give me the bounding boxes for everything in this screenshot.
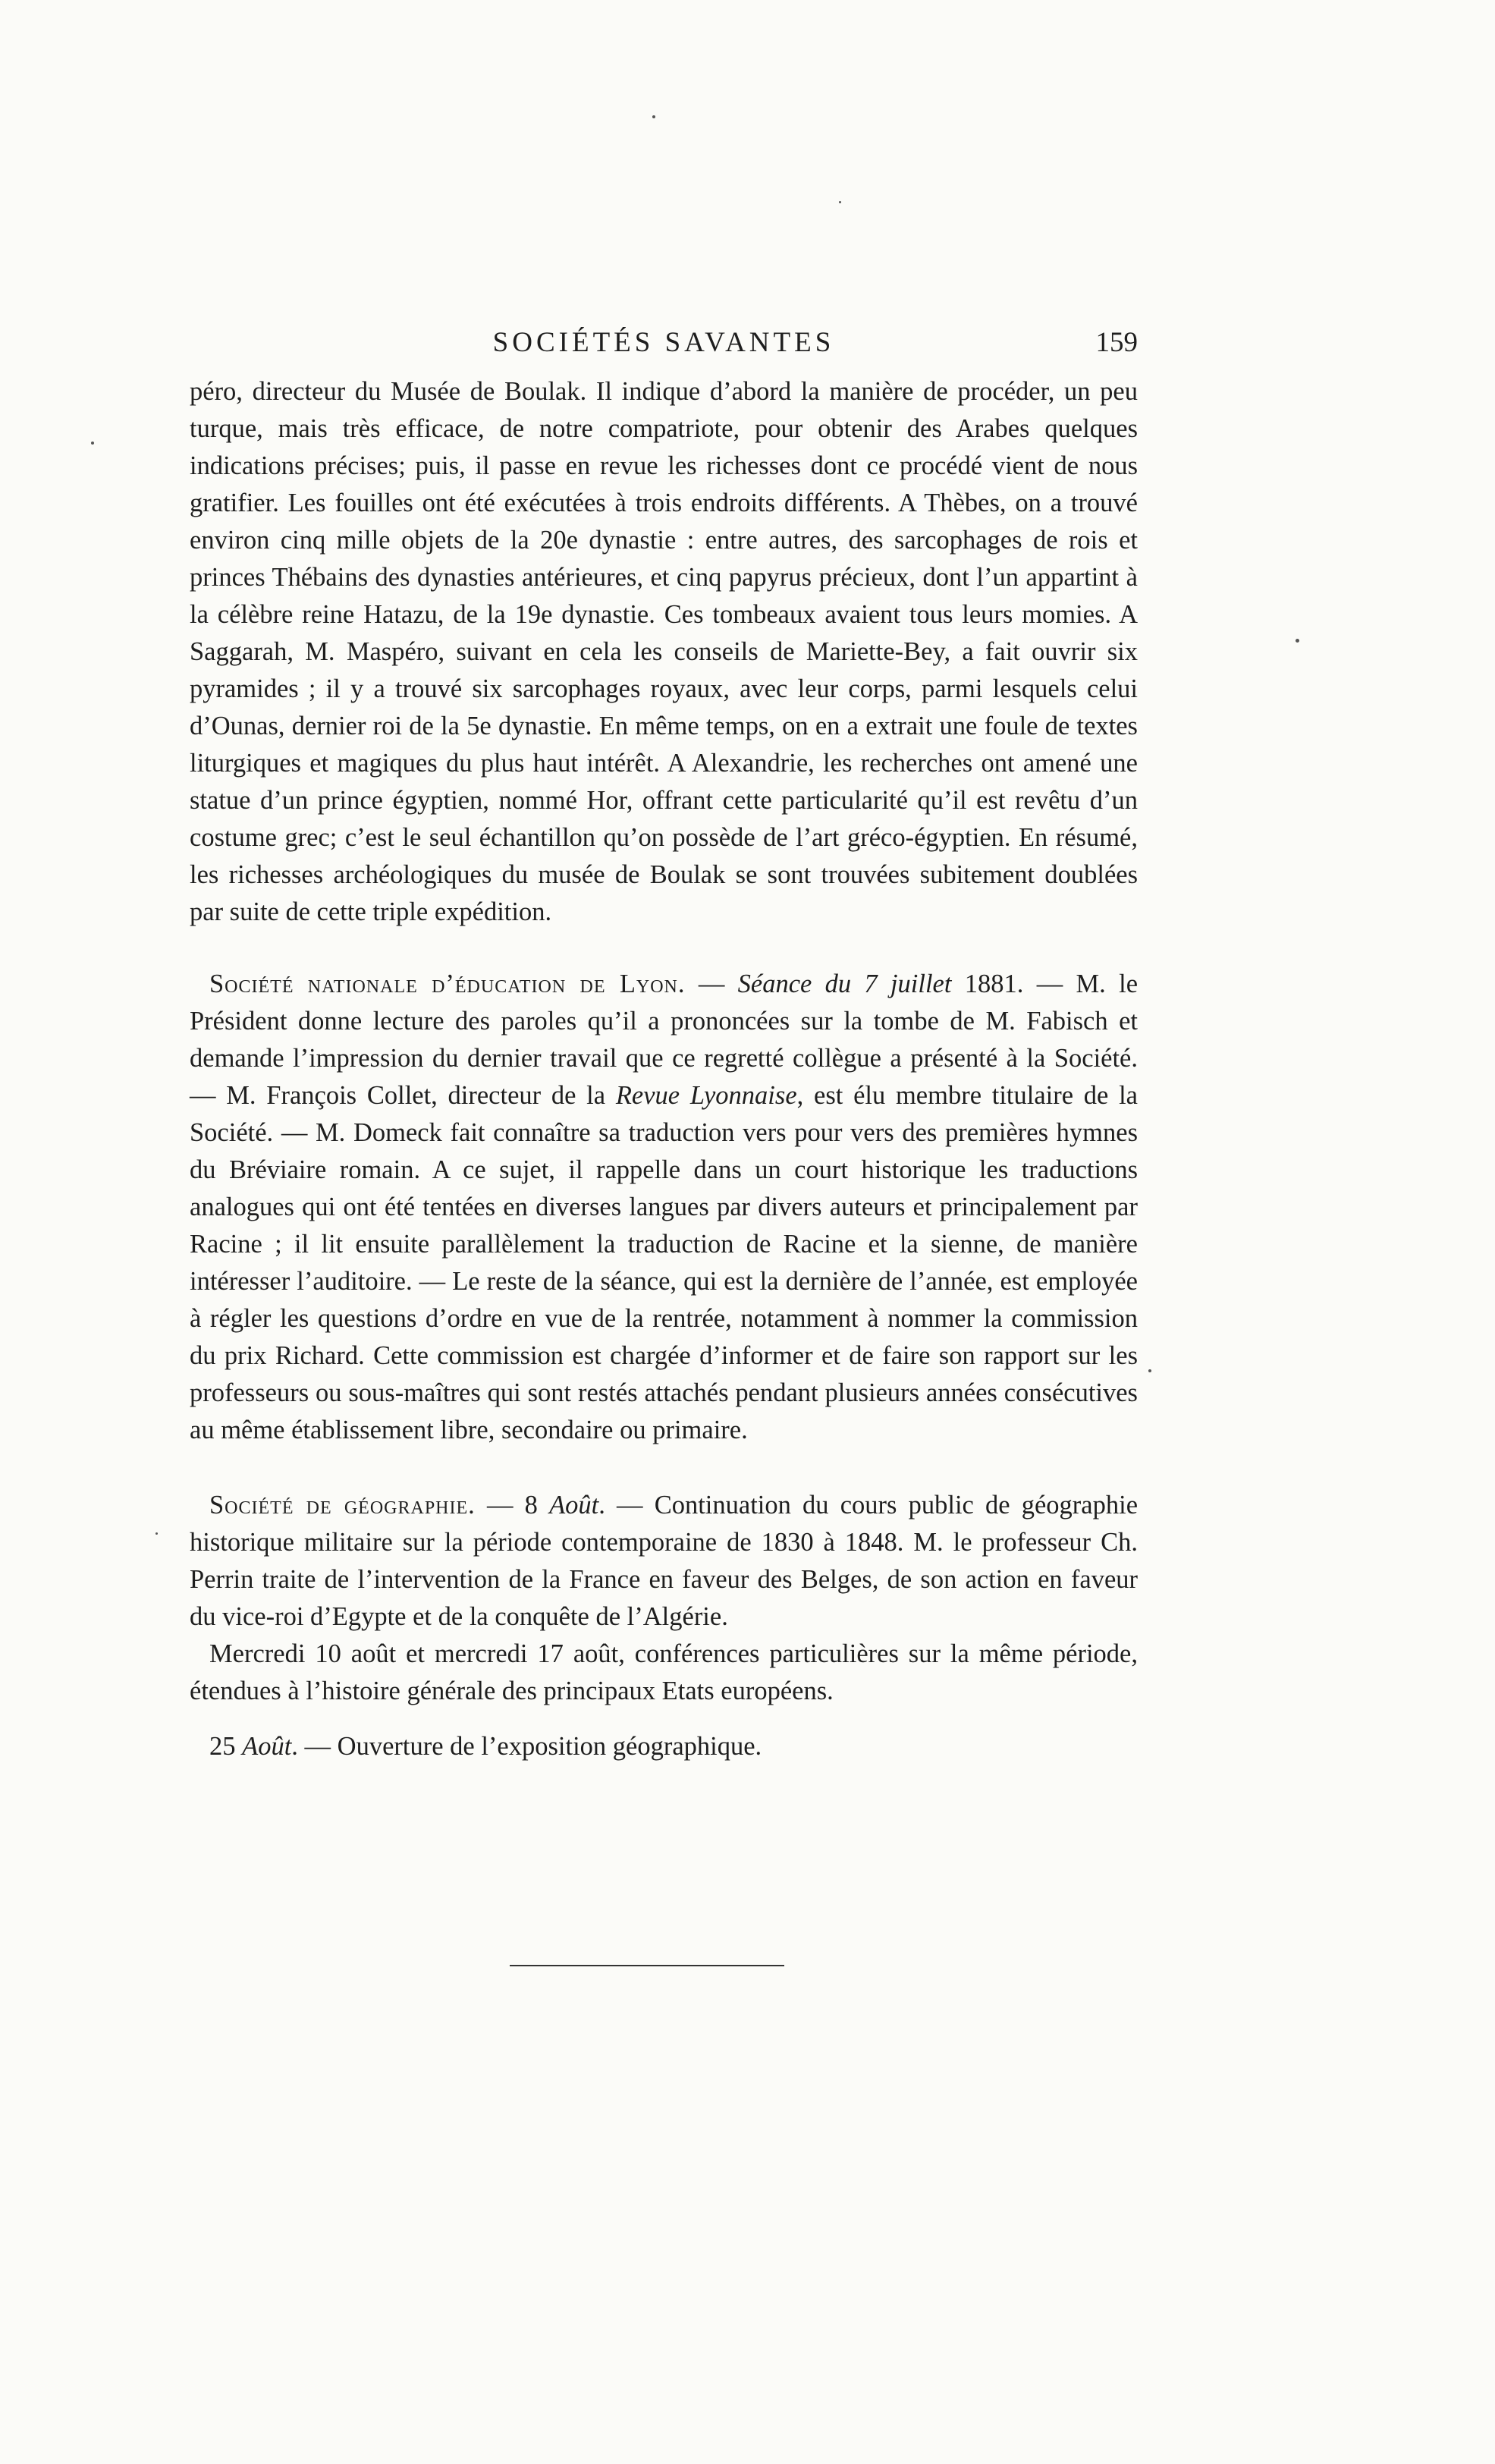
paper-speck: [155, 1532, 158, 1535]
separator: —: [685, 970, 738, 998]
paragraph-text: , est élu membre titulaire de la Société. — M. Domeck fait connaître sa traduction vers pour vers des premières hymnes du Bréviaire romain. A ce sujet, il rappelle dans un court historique les traductions analogues qui ont été tentées en diverses langues par divers auteurs et principalement par Racine ; il lit ensuite parallèlement la traduction de Racine et la sienne, de manière intéresser l’auditoire. — Le reste de la séance, qui est la dernière de l’année, est employée à régler les questions d’ordre en vue de la rentrée, notamment à nommer la commission du prix Richard. Cette commission est chargée d’informer et de faire son rapport sur les professeurs ou sous-maîtres qui sont restés attachés pendant plusieurs années consécutives au même établissement libre, secondaire ou primaire.: [190, 1081, 1138, 1444]
paper-speck: [91, 442, 94, 445]
paper-speck: [1148, 1369, 1151, 1372]
paragraph-text: M. le Président donne lecture des paroles qu’il a prononcées sur la tombe de M. Fabisch et demande l’impression du dernier travail que ce regretté collègue a présenté à la Société. — M. François Collet, directeur de la: [190, 970, 1139, 1110]
page-number: 159: [1095, 327, 1138, 358]
journal-title: Revue Lyonnaise: [615, 1081, 797, 1110]
paragraph-exposition: [190, 1728, 1138, 1765]
section-heading-geographie: Société de géographie.: [209, 1491, 476, 1520]
section-heading-education-lyon: Société nationale d’éducation de Lyon.: [209, 970, 686, 998]
paragraph-societe-geographie: [190, 1487, 1138, 1636]
end-rule: [510, 1965, 784, 1966]
session-year: 1881. —: [951, 970, 1076, 998]
running-title: SOCIÉTÉS SAVANTES: [492, 327, 835, 358]
paper-speck: [652, 115, 655, 118]
session-date: Août: [549, 1491, 599, 1520]
day-number: 25: [209, 1732, 243, 1761]
paragraph-boulak: péro, directeur du Musée de Boulak. Il indique d’abord la manière de procéder, un peu turque, mais très efficace, de notre compatriote, pour obtenir des Arabes quelques indications précises; puis, il passe en revue les richesses dont ce procédé vient de nous gratifier. Les fouilles ont été exécutées à trois endroits différents. A Thèbes, on a trouvé environ cinq mille objets de la 20e dynastie : entre autres, des sarcophages de rois et princes Thébains des dynasties antérieures, et cinq papyrus précieux, dont l’un appartint à la célèbre reine Hatazu, de la 19e dynastie. Ces tombeaux avaient tous leurs momies. A Saggarah, M. Maspéro, suivant en cela les conseils de Mariette-Bey, a fait ouvrir six pyramides ; il y a trouvé six sarcophages royaux, avec leur corps, parmi lesquels celui d’Ounas, dernier roi de la 5e dynastie. En même temps, on en a extrait une foule de textes liturgiques et magiques du plus haut intérêt. A Alexandrie, les recherches ont amené une statue d’un prince égyptien, nommé Hor, offrant cette particularité qu’il est revêtu d’un costume grec; c’est le seul échantillon qu’on possède de l’art gréco-égyptien. En résumé, les richesses archéologiques du musée de Boulak se sont trouvées subitement doublées par suite de cette triple expédition.: [190, 377, 1138, 926]
paragraph-text: . — Continuation du cours public de géographie historique militaire sur la période contemporaine de 1830 à 1848. M. le professeur Ch. Perrin traite de l’intervention de la France en faveur des Belges, de son action en faveur du vice-roi d’Egypte et de la conquête de l’Algérie.: [190, 1491, 1139, 1631]
page-header: [190, 326, 1138, 372]
paragraph-text: . — Ouverture de l’exposition géographique.: [291, 1732, 762, 1761]
separator: — 8: [475, 1491, 550, 1520]
paragraph-conferences: Mercredi 10 août et mercredi 17 août, conférences particulières sur la même période, étendues à l’histoire générale des principaux Etats européens.: [190, 1639, 1138, 1705]
paragraph-societe-education-lyon: [190, 966, 1138, 1449]
session-date: Août: [242, 1732, 292, 1761]
paper-speck: [1296, 639, 1299, 643]
paper-speck: [839, 201, 841, 203]
body-text: [190, 373, 1138, 1765]
session-date: Séance du 7 juillet: [737, 970, 952, 998]
